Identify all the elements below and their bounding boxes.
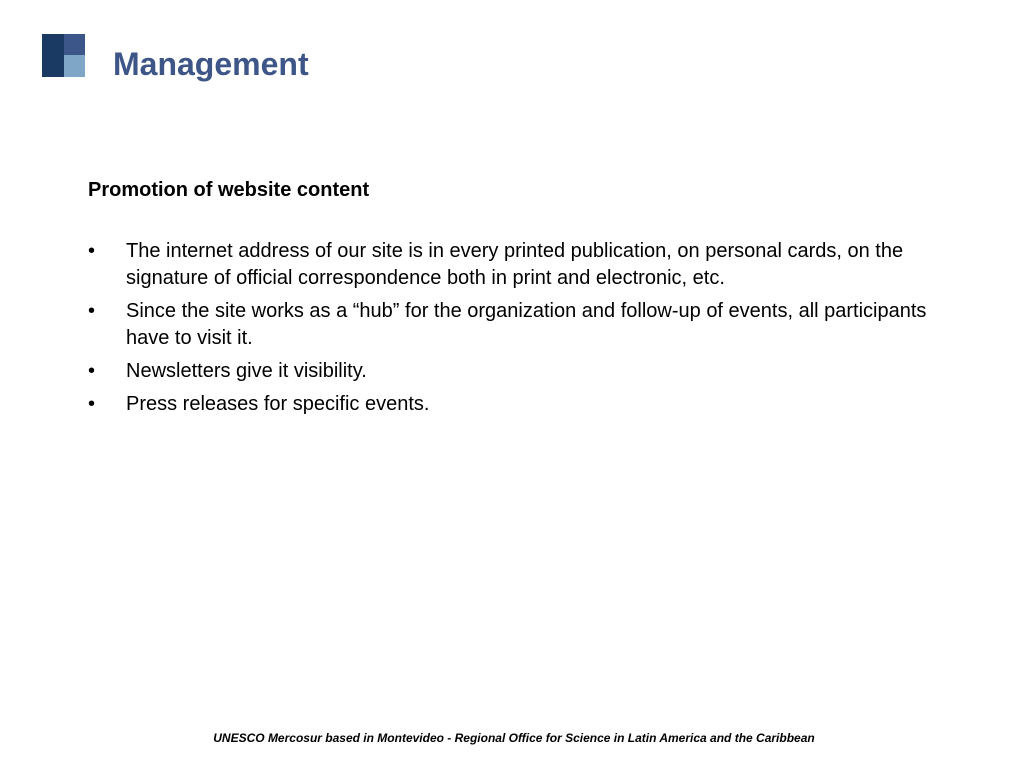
bullet-marker: • — [88, 393, 96, 415]
slide-title: Management — [113, 46, 309, 82]
bullet-marker: • — [88, 240, 96, 262]
logo-square-light — [64, 55, 85, 77]
bullet-text: The internet address of our site is in every printed publication, on personal cards, on the signature of official correspondence both in print and electronic, etc. — [126, 240, 904, 289]
bullet-item — [88, 238, 928, 292]
bullet-text: Since the site works as a “hub” for the organization and follow-up of events, all participants have to visit it. — [126, 300, 927, 349]
bullet-list — [88, 238, 928, 418]
logo-square-dark — [42, 34, 64, 77]
section-heading: Promotion of website content — [88, 179, 370, 201]
squares-logo-icon — [42, 34, 85, 77]
slide-content — [88, 176, 928, 424]
bullet-text: Press releases for specific events. — [126, 393, 430, 415]
bullet-marker: • — [88, 300, 96, 322]
bullet-item — [88, 358, 928, 385]
bullet-marker: • — [88, 360, 96, 382]
bullet-text: Newsletters give it visibility. — [126, 360, 367, 382]
bullet-item — [88, 391, 928, 418]
logo-square-mid — [64, 34, 85, 55]
slide-footer: UNESCO Mercosur based in Montevideo - Regional Office for Science in Latin America and the Caribbean — [213, 731, 815, 745]
bullet-item — [88, 298, 928, 352]
